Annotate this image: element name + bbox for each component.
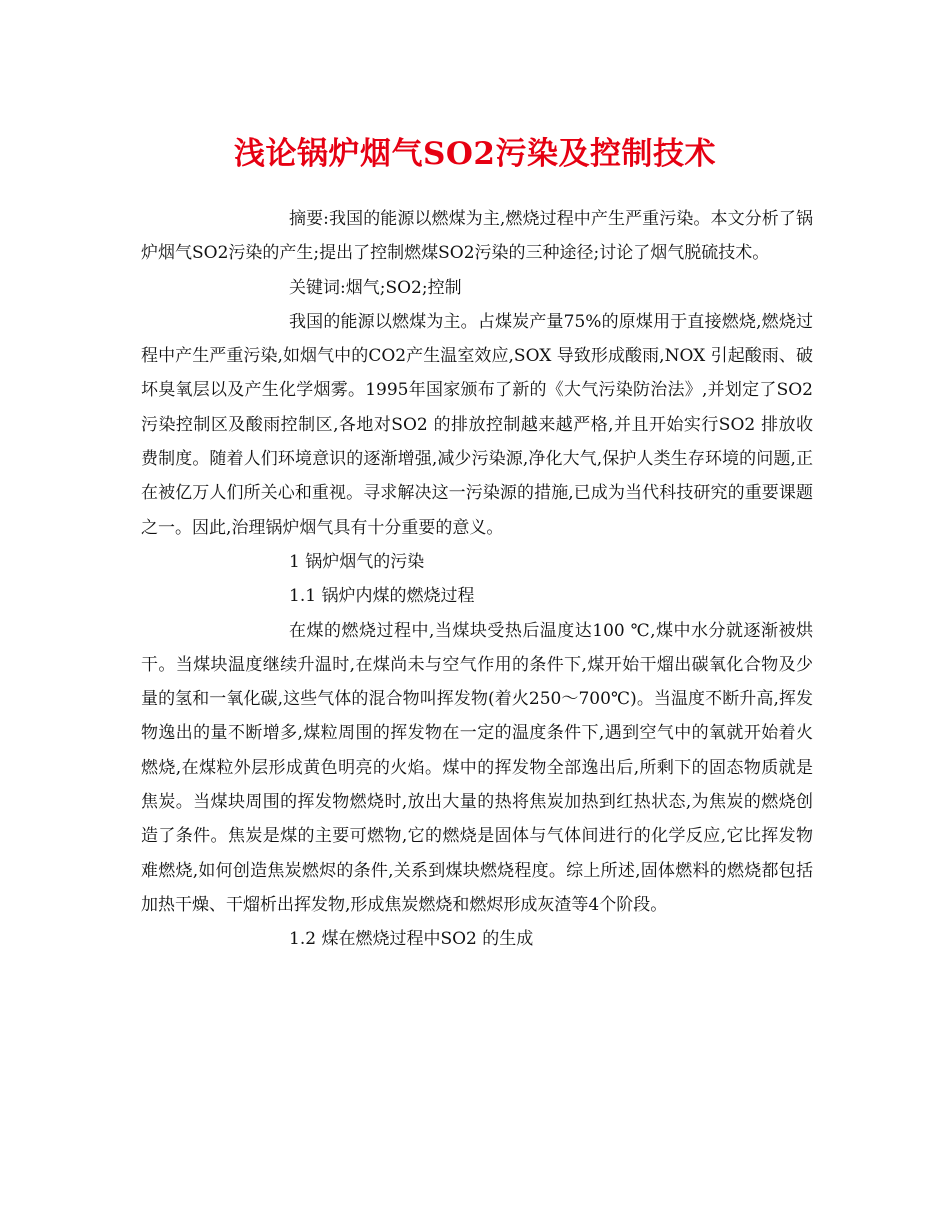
abstract-paragraph: 摘要:我国的能源以燃煤为主,燃烧过程中产生严重污染。本文分析了锅炉烟气SO2污染的产生;提出了控制燃煤SO2污染的三种途径;讨论了烟气脱硫技术。 (141, 209, 813, 264)
section-heading-1-1: 1.1 锅炉内煤的燃烧过程 (289, 586, 475, 607)
document-title: 浅论锅炉烟气SO2污染及控制技术 (234, 136, 716, 172)
section-heading-1: 1 锅炉烟气的污染 (289, 551, 425, 572)
intro-paragraph: 我国的能源以燃煤为主。占煤炭产量75%的原煤用于直接燃烧,燃烧过程中产生严重污染,如烟气中的CO2产生温室效应,SOX 导致形成酸雨,NOX 引起酸雨、破坏臭氧层以及产生化学烟雾。1995年国家颁布了新的《大气污染防治法》,并划定了SO2 污染控制区及酸雨控制区,各地对SO2 的排放控制越来越严格,并且开始实行SO2 排放收费制度。随着人们环境意识的逐渐增强,减少污染源,净化大气,保护人类生存环境的问题,正在被亿万人们所关心和重视。寻求解决这一污染源的措施,已成为当代科技研究的重要课题之一。因此,治理锅炉烟气具有十分重要的意义。 (141, 311, 813, 538)
keywords-paragraph: 关键词:烟气;SO2;控制 (289, 277, 462, 298)
document-body (141, 202, 813, 957)
combustion-paragraph: 在煤的燃烧过程中,当煤块受热后温度达100 ℃,煤中水分就逐渐被烘干。当煤块温度继续升温时,在煤尚未与空气作用的条件下,煤开始干熘出碳氧化合物及少量的氢和一氧化碳,这些气体的混合物叫挥发物(着火250～700℃)。当温度不断升高,挥发物逸出的量不断增多,煤粒周围的挥发物在一定的温度条件下,遇到空气中的氧就开始着火燃烧,在煤粒外层形成黄色明亮的火焰。煤中的挥发物全部逸出后,所剩下的固态物质就是焦炭。当煤块周围的挥发物燃烧时,放出大量的热将焦炭加热到红热状态,为焦炭的燃烧创造了条件。焦炭是煤的主要可燃物,它的燃烧是固体与气体间进行的化学反应,它比挥发物难燃烧,如何创造焦炭燃烬的条件,关系到煤块燃烧程度。综上所述,固体燃料的燃烧都包括加热干燥、干熘析出挥发物,形成焦炭燃烧和燃烬形成灰渣等4个阶段。 (141, 620, 813, 915)
section-heading-1-2: 1.2 煤在燃烧过程中SO2 的生成 (289, 929, 534, 950)
